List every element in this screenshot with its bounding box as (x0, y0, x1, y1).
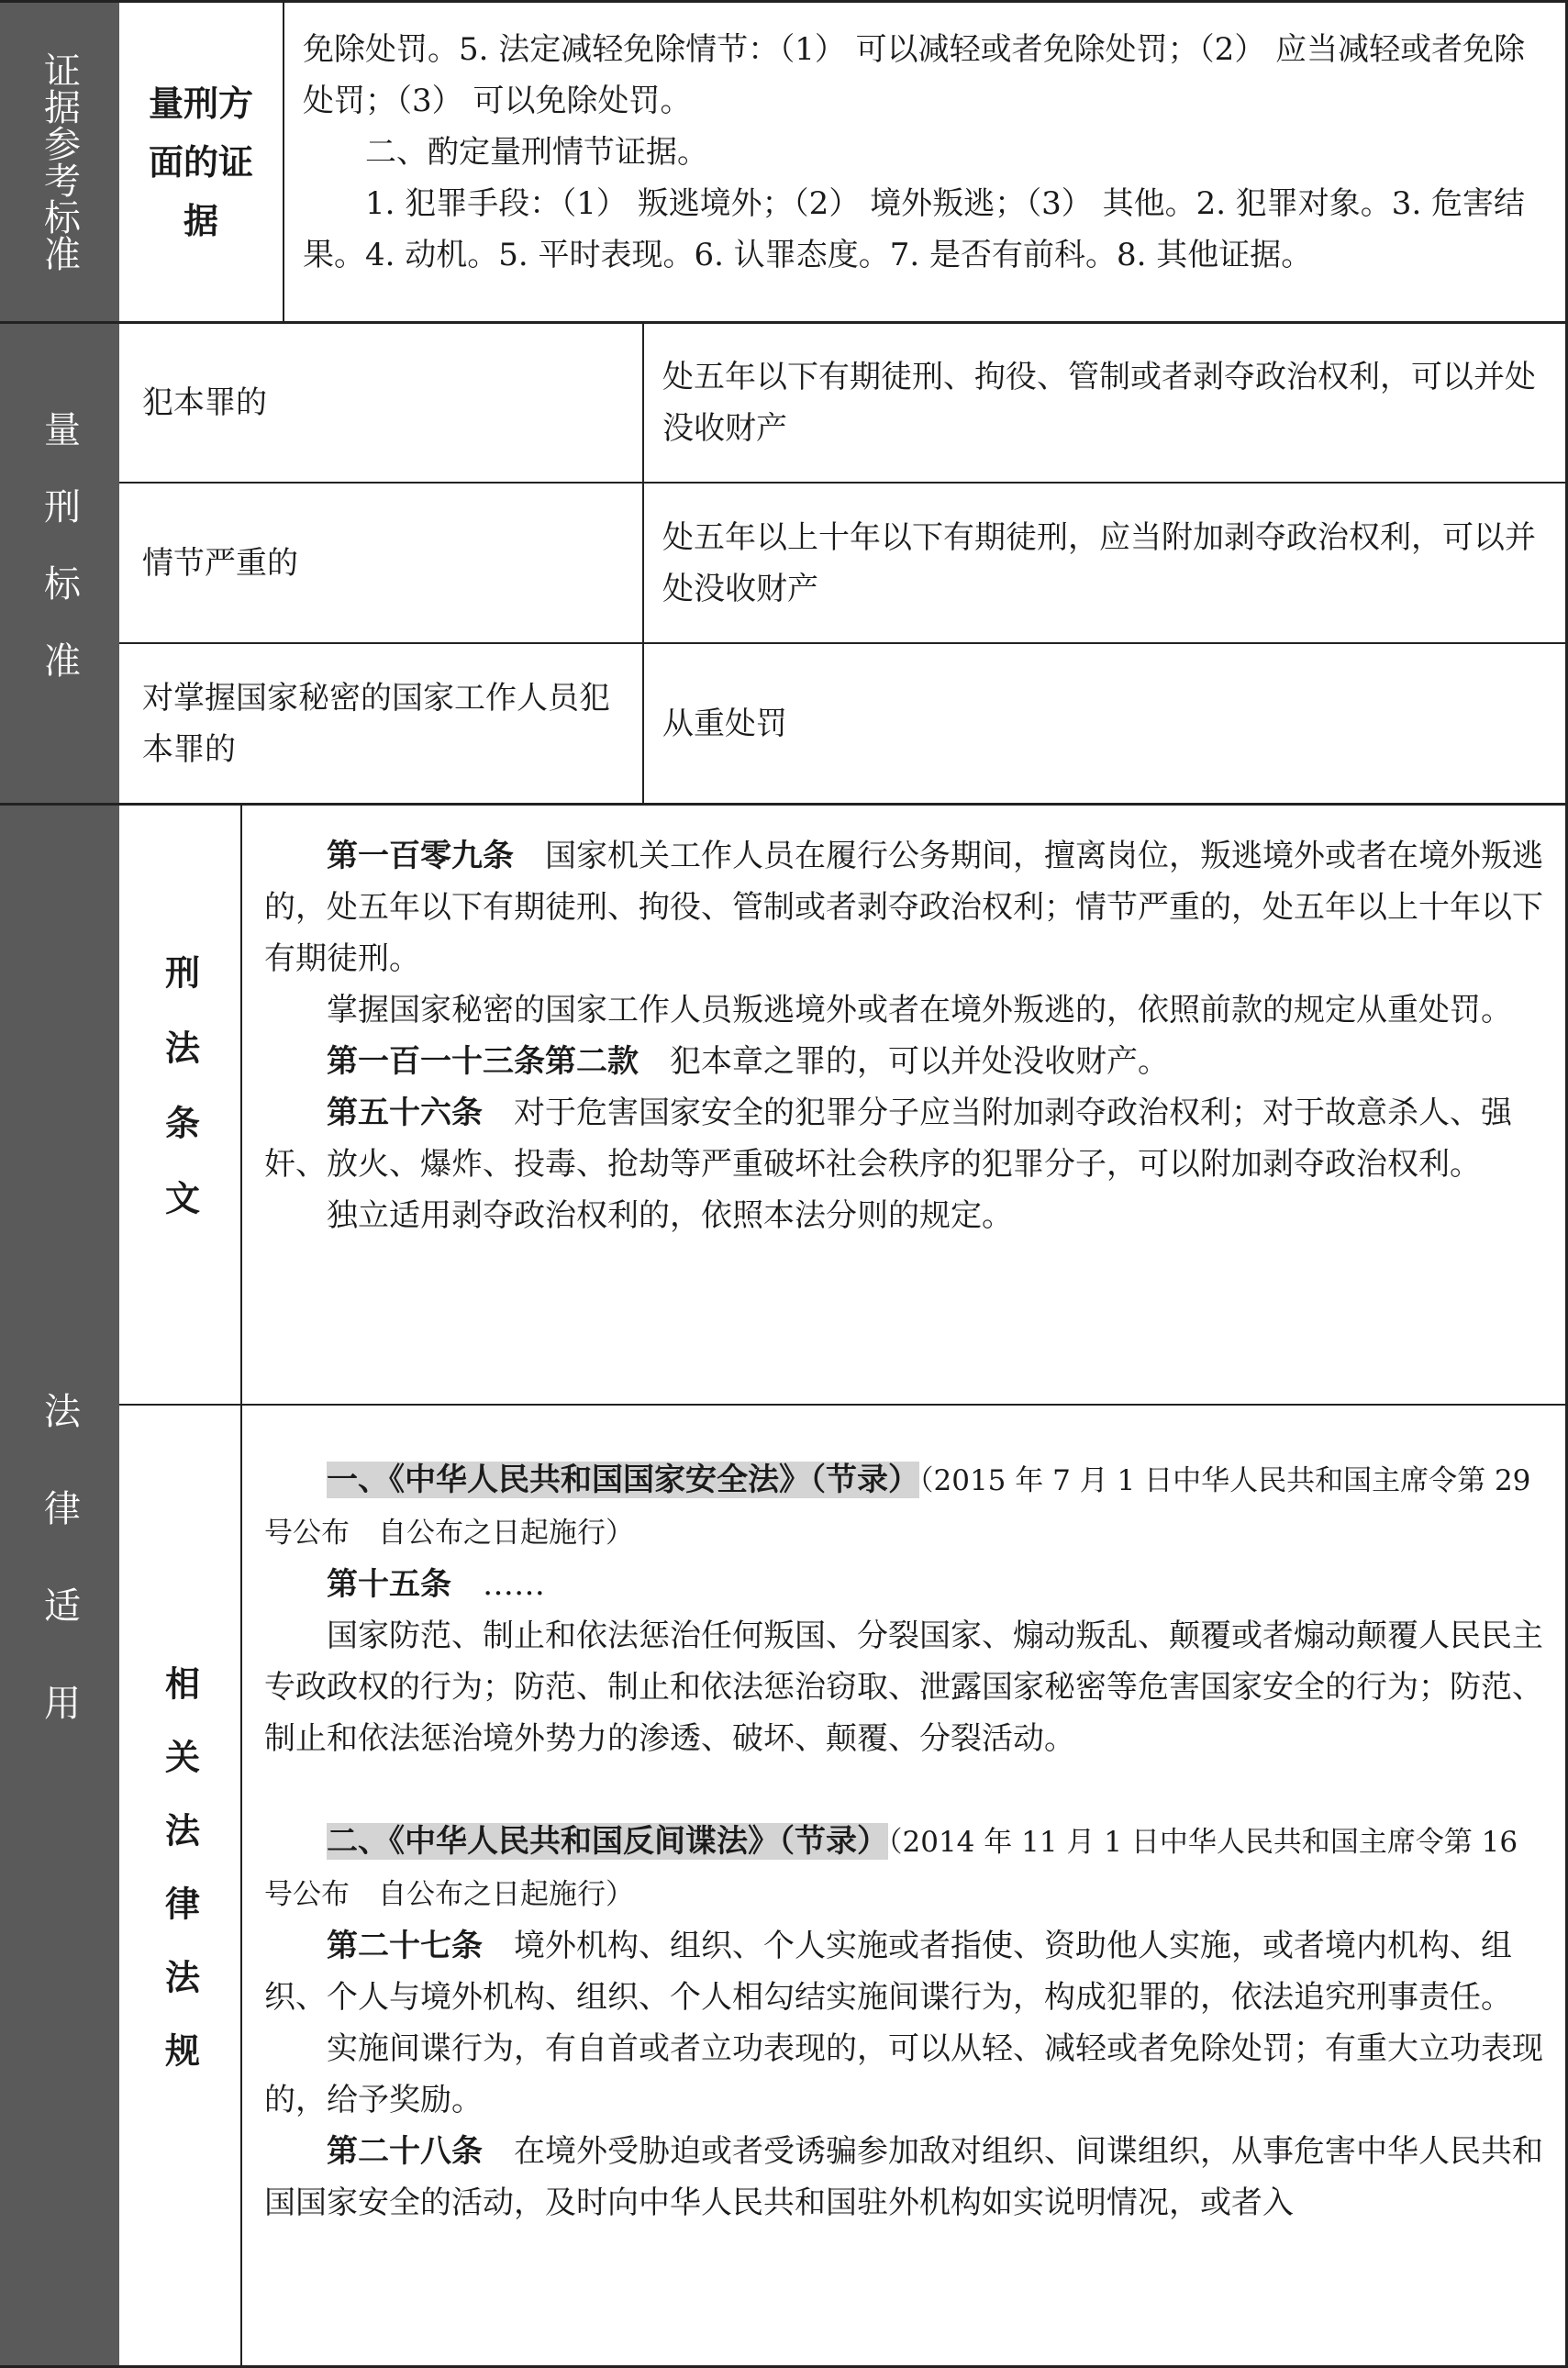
article-56: 第五十六条 对于危害国家安全的犯罪分子应当附加剥夺政治权利；对于故意杀人、强奸、放火、爆炸、投毒、抢劫等严重破坏社会秩序的犯罪分子，可以附加剥夺政治权利。 (264, 1095, 1512, 1183)
sentencing-condition: 对掌握国家秘密的国家工作人员犯本罪的 (142, 679, 610, 768)
section-label-evidence: 证据参考标准 (0, 0, 119, 323)
related-law-label: 相关法律法规 (159, 1665, 200, 2106)
law2-heading: 二、《中华人民共和国反间谍法》（节录）（2014 年 11 月 1 日中华人民共和国主席令第 16 号公布 自公布之日起施行） (264, 1823, 1518, 1911)
evidence-line: 二、酌定量刑情节证据。 (365, 134, 708, 171)
evidence-content (303, 24, 1549, 281)
article-109: 第一百零九条 国家机关工作人员在履行公务期间，擅离岗位，叛逃境外或者在境外叛逃的，处五年以下有期徒刑、拘役、管制或者剥夺政治权利；情节严重的，处五年以上十年以下有期徒刑。 (264, 838, 1543, 977)
article-109-para2: 掌握国家秘密的国家工作人员叛逃境外或者在境外叛逃的，依照前款的规定从重处罚。 (327, 992, 1512, 1028)
section-label-law: 法律适用 (0, 805, 119, 2368)
sentencing-condition: 犯本罪的 (142, 384, 267, 421)
related-law-content (264, 1454, 1549, 2229)
criminal-law-content (264, 830, 1549, 1241)
evidence-line: 免除处罚。5. 法定减轻免除情节：（1） 可以减轻或者免除处罚；（2） 应当减轻或者免除处罚；（3） 可以免除处罚。 (303, 31, 1526, 119)
evidence-label-cell (119, 3, 283, 321)
article-27-para2: 实施间谍行为，有自首或者立功表现的，可以从轻、减轻或者免除处罚；有重大立功表现的，给予奖励。 (264, 2030, 1543, 2118)
table-divider (240, 805, 242, 2368)
article-28: 第二十八条 在境外受胁迫或者受诱骗参加敌对组织、间谍组织，从事危害中华人民共和国国家安全的活动，及时向中华人民共和国驻外机构如实说明情况，或者入 (264, 2133, 1543, 2221)
law1-heading: 一、《中华人民共和国国家安全法》（节录）（2015 年 7 月 1 日中华人民共和国主席令第 29 号公布 自公布之日起施行） (264, 1462, 1531, 1550)
article-27: 第二十七条 境外机构、组织、个人实施或者指使、资助他人实施，或者境内机构、组织、个人与境外机构、组织、个人相勾结实施间谍行为，构成犯罪的，依法追究刑事责任。 (264, 1928, 1512, 2016)
law1-article: 第十五条 …… (327, 1566, 545, 1603)
evidence-line: 1. 犯罪手段：（1） 叛逃境外；（2） 境外叛逃；（3） 其他。2. 犯罪对象。3. 危害结果。4. 动机。5. 平时表现。6. 认罪态度。7. 是否有前科。8. 其他证据。 (303, 185, 1526, 273)
article-113: 第一百一十三条第二款 犯本章之罪的，可以并处没收财产。 (327, 1043, 1169, 1080)
sentencing-condition: 情节严重的 (142, 544, 298, 582)
table-divider (119, 1404, 1568, 1406)
law1-paragraph: 国家防范、制止和依法惩治任何叛国、分裂国家、煽动叛乱、颠覆或者煽动颠覆人民民主专政政权的行为；防范、制止和依法惩治窃取、泄露国家秘密等危害国家安全的行为；防范、制止和依法惩治境外势力的渗透、破坏、颠覆、分裂活动。 (264, 1618, 1543, 1757)
table-divider (642, 323, 644, 805)
sentencing-punishment: 处五年以上十年以下有期徒刑，应当附加剥夺政治权利，可以并处没收财产 (662, 518, 1536, 607)
table-divider (283, 0, 284, 323)
criminal-law-label: 刑法条文 (159, 954, 200, 1255)
evidence-label: 量刑方面的证据 (148, 83, 253, 241)
spacer (264, 1764, 1549, 1816)
sentencing-punishment: 处五年以下有期徒刑、拘役、管制或者剥夺政治权利，可以并处没收财产 (662, 359, 1536, 447)
sentencing-punishment: 从重处罚 (662, 705, 787, 742)
section-label-sentencing: 量刑标准 (0, 323, 119, 805)
article-56-para2: 独立适用剥夺政治权利的，依照本法分则的规定。 (327, 1197, 1013, 1234)
